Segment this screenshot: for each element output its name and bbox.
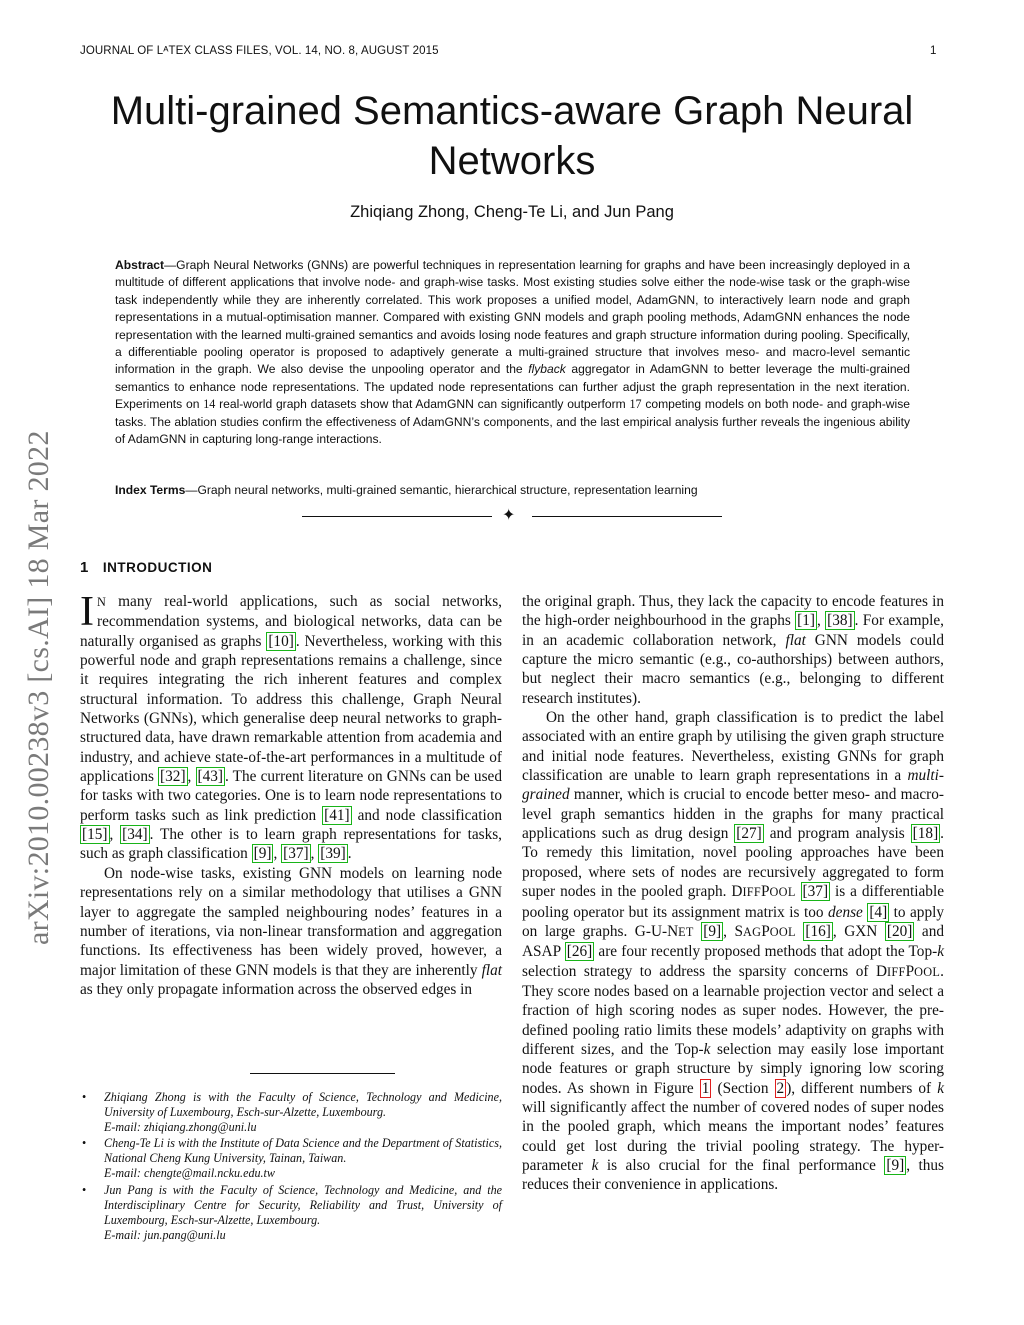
body-text: to apply on large graphs. G-U-N [522, 903, 944, 940]
divider-line-right [532, 516, 722, 517]
affiliation-text: Cheng-Te Li is with the Institute of Data Science and the Department of Statistics, National Cheng Kung University, Tainan, Taiwan. [104, 1136, 502, 1166]
citation-link[interactable]: [9] [886, 1156, 905, 1174]
body-text: . They score nodes based on a learnable projection vector and select a fraction of high scoring nodes as super nodes. However, the pre-defined pooling ratio limits these models’ adaptivity on graphs with different sizes, and the Top- [522, 962, 944, 1058]
page-number: 1 [930, 45, 937, 57]
bullet-icon: • [82, 1182, 87, 1197]
body-text [796, 883, 801, 900]
small-caps-text: IFF [742, 885, 762, 900]
abstract-text: aggregator in AdamGNN to better leverage the multi-grained semantics to enhance node representations. The updated node representations can further adjust the graph representation in the next iteration. Experiments on [115, 362, 910, 412]
section-title: INTRODUCTION [102, 560, 213, 575]
citation-link[interactable]: [43] [197, 768, 223, 786]
small-caps-text: ET [678, 924, 694, 939]
body-text: are four recently proposed methods that adopt the Top- [594, 943, 938, 961]
citation-link[interactable]: [20] [886, 922, 913, 940]
body-text: . The other is to learn graph representations for tasks, such as graph classification [80, 826, 503, 863]
citation-link[interactable]: [41] [324, 806, 350, 824]
right-column [522, 592, 944, 1195]
body-text: P [761, 922, 770, 940]
section-reference-link[interactable]: 2 [776, 1079, 785, 1097]
body-text: is a differentiable pooling operator but its assignment matrix is too [522, 883, 944, 921]
citation-link[interactable]: [9] [703, 922, 722, 940]
math-variable: k [937, 1079, 944, 1097]
abstract-number: 17 [629, 397, 642, 412]
math-variable: k [703, 1040, 711, 1058]
divider-ornament-icon: ✦ [502, 507, 516, 524]
abstract-text: —Graph Neural Networks (GNNs) are powerful techniques in representation learning for graphs and have been increasingly deployed in a multitude of different applications that involve node- and graph-wise tasks. Most existing studies solve either the node-wise task or the graph-wise task independently while they are inherently correlated. This work proposes a unified model, AdamGNN, to interactively learn node and graph representations in a mutual-optimisation manner. Compared with existing GNN models and graph pooling methods, AdamGNN enhances the node representation with the learned multi-grained semantics and avoids losing node features and graph structure information during pooling. Specifically, a differentiable pooling operator is proposed to adaptively generate a multi-grained structure that involves meso- and macro-level semantic information in the graph. We also devise the unpooling operator and the [115, 258, 910, 377]
abstract-text: real-world graph datasets show that AdamGNN can significantly outperform [215, 397, 630, 412]
abstract [115, 257, 910, 448]
citation-link[interactable]: [4] [869, 903, 888, 921]
small-caps-text: N [97, 595, 107, 609]
body-text: On node-wise tasks, existing GNN models on learning node representations rely on a similar methodology that utilises a GNN layer to aggregate the sampled neighbouring nodes’ features in a number of iterations, via non-linear transformation and aggregation functions. Its effectiveness has been widely proved, however, a major limitation of these GNN models is that they are inherently [80, 864, 502, 979]
body-text: , S [723, 922, 743, 940]
body-text: P [761, 883, 770, 901]
citation-link[interactable]: [34] [122, 826, 148, 844]
math-variable: k [937, 943, 944, 961]
index-terms-text: —Graph neural networks, multi-grained semantic, hierarchical structure, representation learning [185, 483, 698, 497]
body-text: , [817, 612, 826, 630]
index-terms [115, 482, 910, 499]
author-affiliation-footnotes [80, 1090, 502, 1244]
small-caps-text: OOL [914, 964, 941, 979]
body-text: will significantly affect the number of covered nodes of super nodes in the pooled graph, which means the important nodes’ features could get lost during the trivial pooling strategy. The hyper-parameter [522, 1098, 944, 1174]
figure-reference-link[interactable]: 1 [701, 1079, 710, 1097]
body-text: On the other hand, graph classification is to predict the label associated with an entire graph by utilising the given graph structure and initial node features. Nevertheless, existing GNNs for graph classification are unable to learn graph representations in a [522, 709, 944, 785]
paragraph [80, 864, 502, 999]
body-text: , [310, 845, 319, 863]
citation-link[interactable]: [15] [82, 826, 108, 844]
emphasis-text: dense [828, 903, 863, 921]
drop-cap: I [80, 589, 94, 635]
body-text: as they only propagate information across the observed edges in [80, 980, 473, 998]
citation-link[interactable]: [37] [802, 883, 829, 901]
body-text: . For example, in an academic collaboration network, [522, 612, 945, 649]
abstract-emphasis: flyback [528, 362, 566, 377]
body-text: , GXN [832, 922, 885, 940]
body-text: ), different numbers of [786, 1079, 938, 1097]
paper-title: Multi-grained Semantics-aware Graph Neural Networks [110, 89, 914, 183]
citation-link[interactable]: [32] [160, 768, 186, 786]
citation-link[interactable]: [1] [797, 612, 815, 630]
small-caps-text: OOL [769, 924, 796, 939]
citation-link[interactable]: [10] [268, 632, 294, 650]
citation-link[interactable]: [37] [283, 845, 309, 863]
body-text: , [187, 768, 196, 786]
body-text: . To remedy this limitation, novel pooling approaches have been proposed, where sets of nodes are recursively aggregated to form super nodes in the pooled graph. D [522, 825, 944, 901]
author-email: E-mail: jun.pang@uni.lu [104, 1227, 226, 1242]
small-caps-text: IFF [887, 964, 906, 979]
body-text: the original graph. Thus, they lack the capacity to encode features in the high-order neighbourhood in the graphs [522, 593, 944, 630]
paragraph [522, 708, 944, 1195]
footnote-item [80, 1183, 502, 1243]
emphasis-text: flat [785, 631, 806, 649]
paragraph [522, 592, 944, 708]
citation-link[interactable]: [27] [736, 825, 762, 843]
citation-link[interactable]: [26] [566, 943, 593, 961]
body-text: , [273, 845, 282, 863]
body-text: and ASAP [522, 922, 945, 961]
citation-link[interactable]: [16] [805, 922, 831, 940]
body-text: (Section [711, 1079, 775, 1097]
body-text: P [905, 962, 915, 980]
left-column [80, 589, 503, 999]
body-text: selection strategy to address the sparsity concerns of D [522, 962, 888, 980]
small-caps-text: OOL [769, 885, 796, 900]
running-header: JOURNAL OF LᴬTEX CLASS FILES, VOL. 14, NO. 8, AUGUST 2015 [80, 45, 439, 57]
section-divider [302, 508, 722, 524]
body-text: . [347, 845, 352, 863]
small-caps-text: AG [742, 924, 762, 939]
affiliation-text: Zhiqiang Zhong is with the Faculty of Science, Technology and Medicine, University of Luxembourg, Esch-sur-Alzette, Luxembourg. [104, 1090, 502, 1120]
math-variable: k [591, 1156, 599, 1174]
body-text: is also crucial for the final performance [598, 1156, 885, 1174]
index-terms-label: Index Terms [115, 483, 186, 497]
author-list: Zhiqiang Zhong, Cheng-Te Li, and Jun Pang [350, 203, 674, 221]
bullet-icon: • [82, 1136, 87, 1151]
author-email: E-mail: chengte@mail.ncku.edu.tw [104, 1166, 275, 1181]
abstract-label: Abstract [115, 258, 165, 272]
author-email: E-mail: zhiqiang.zhong@uni.lu [104, 1120, 257, 1135]
body-text: GNN models could capture the micro semantic (e.g., co-authorships) between authors, but neglect their macro semantics (e.g., belonging to different research institutes). [522, 631, 944, 707]
body-text: and program analysis [763, 825, 911, 843]
arxiv-identifier-stamp: arXiv:2010.00238v3 [cs.AI] 18 Mar 2022 [22, 430, 55, 945]
body-text: and node classification [351, 806, 503, 824]
body-text: , [109, 826, 121, 844]
divider-line-left [302, 516, 492, 517]
body-text: . The current literature on GNNs can be used for tasks with two categories. One is to learn node representations to perform tasks such as link prediction [80, 768, 502, 824]
emphasis-text: multi-grained [522, 767, 944, 804]
footnote-rule [250, 1073, 395, 1074]
body-text: selection may easily lose important node features or graph structure by simply ignoring low scoring nodes. As shown in Figure [522, 1040, 944, 1097]
body-text: . Nevertheless, working with this powerful node and graph representations remains a challenge, since it requires integrating the rich inherent features and complex structural information. To address this challenge, Graph Neural Networks (GNNs), which generalise deep neural networks to graph-structured data, have drawn remarkable attention from academia and industry, and achieve state-of-the-art performances in a multitude of applications [80, 632, 502, 786]
footnote-item [80, 1136, 502, 1181]
section-number: 1 [80, 559, 89, 576]
footnote-item [80, 1090, 502, 1135]
body-text: manner, which is crucial to encode better meso- and macro-level graph semantics hidden in the graphs for many practical applications such as drug design [522, 786, 944, 843]
section-heading [80, 559, 212, 576]
abstract-text: competing models on both node- and graph-wise tasks. The ablation studies confirm the effectiveness of AdamGNN’s components, and the last empirical analysis further reveals the ingenious ability of AdamGNN in capturing long-range interactions. [115, 397, 910, 447]
affiliation-text: Jun Pang is with the Faculty of Science, Technology and Medicine, and the Interdisciplinary Centre for Security, Reliability and Trust, University of Luxembourg, Esch-sur-Alzette, Luxembourg. [104, 1182, 502, 1227]
bullet-icon: • [82, 1090, 87, 1104]
emphasis-text: flat [481, 961, 502, 979]
citation-link[interactable]: [9] [253, 845, 272, 863]
body-text: , thus reduces their convenience in applications. [522, 1156, 945, 1194]
body-text: many real-world applications, such as social networks, recommendation systems, and biological networks, data can be naturally organised as graphs [80, 593, 502, 650]
citation-link[interactable]: [39] [320, 845, 346, 863]
citation-link[interactable]: [38] [827, 612, 853, 630]
paragraph [80, 589, 503, 864]
abstract-number: 14 [203, 397, 216, 412]
citation-link[interactable]: [18] [912, 825, 939, 843]
